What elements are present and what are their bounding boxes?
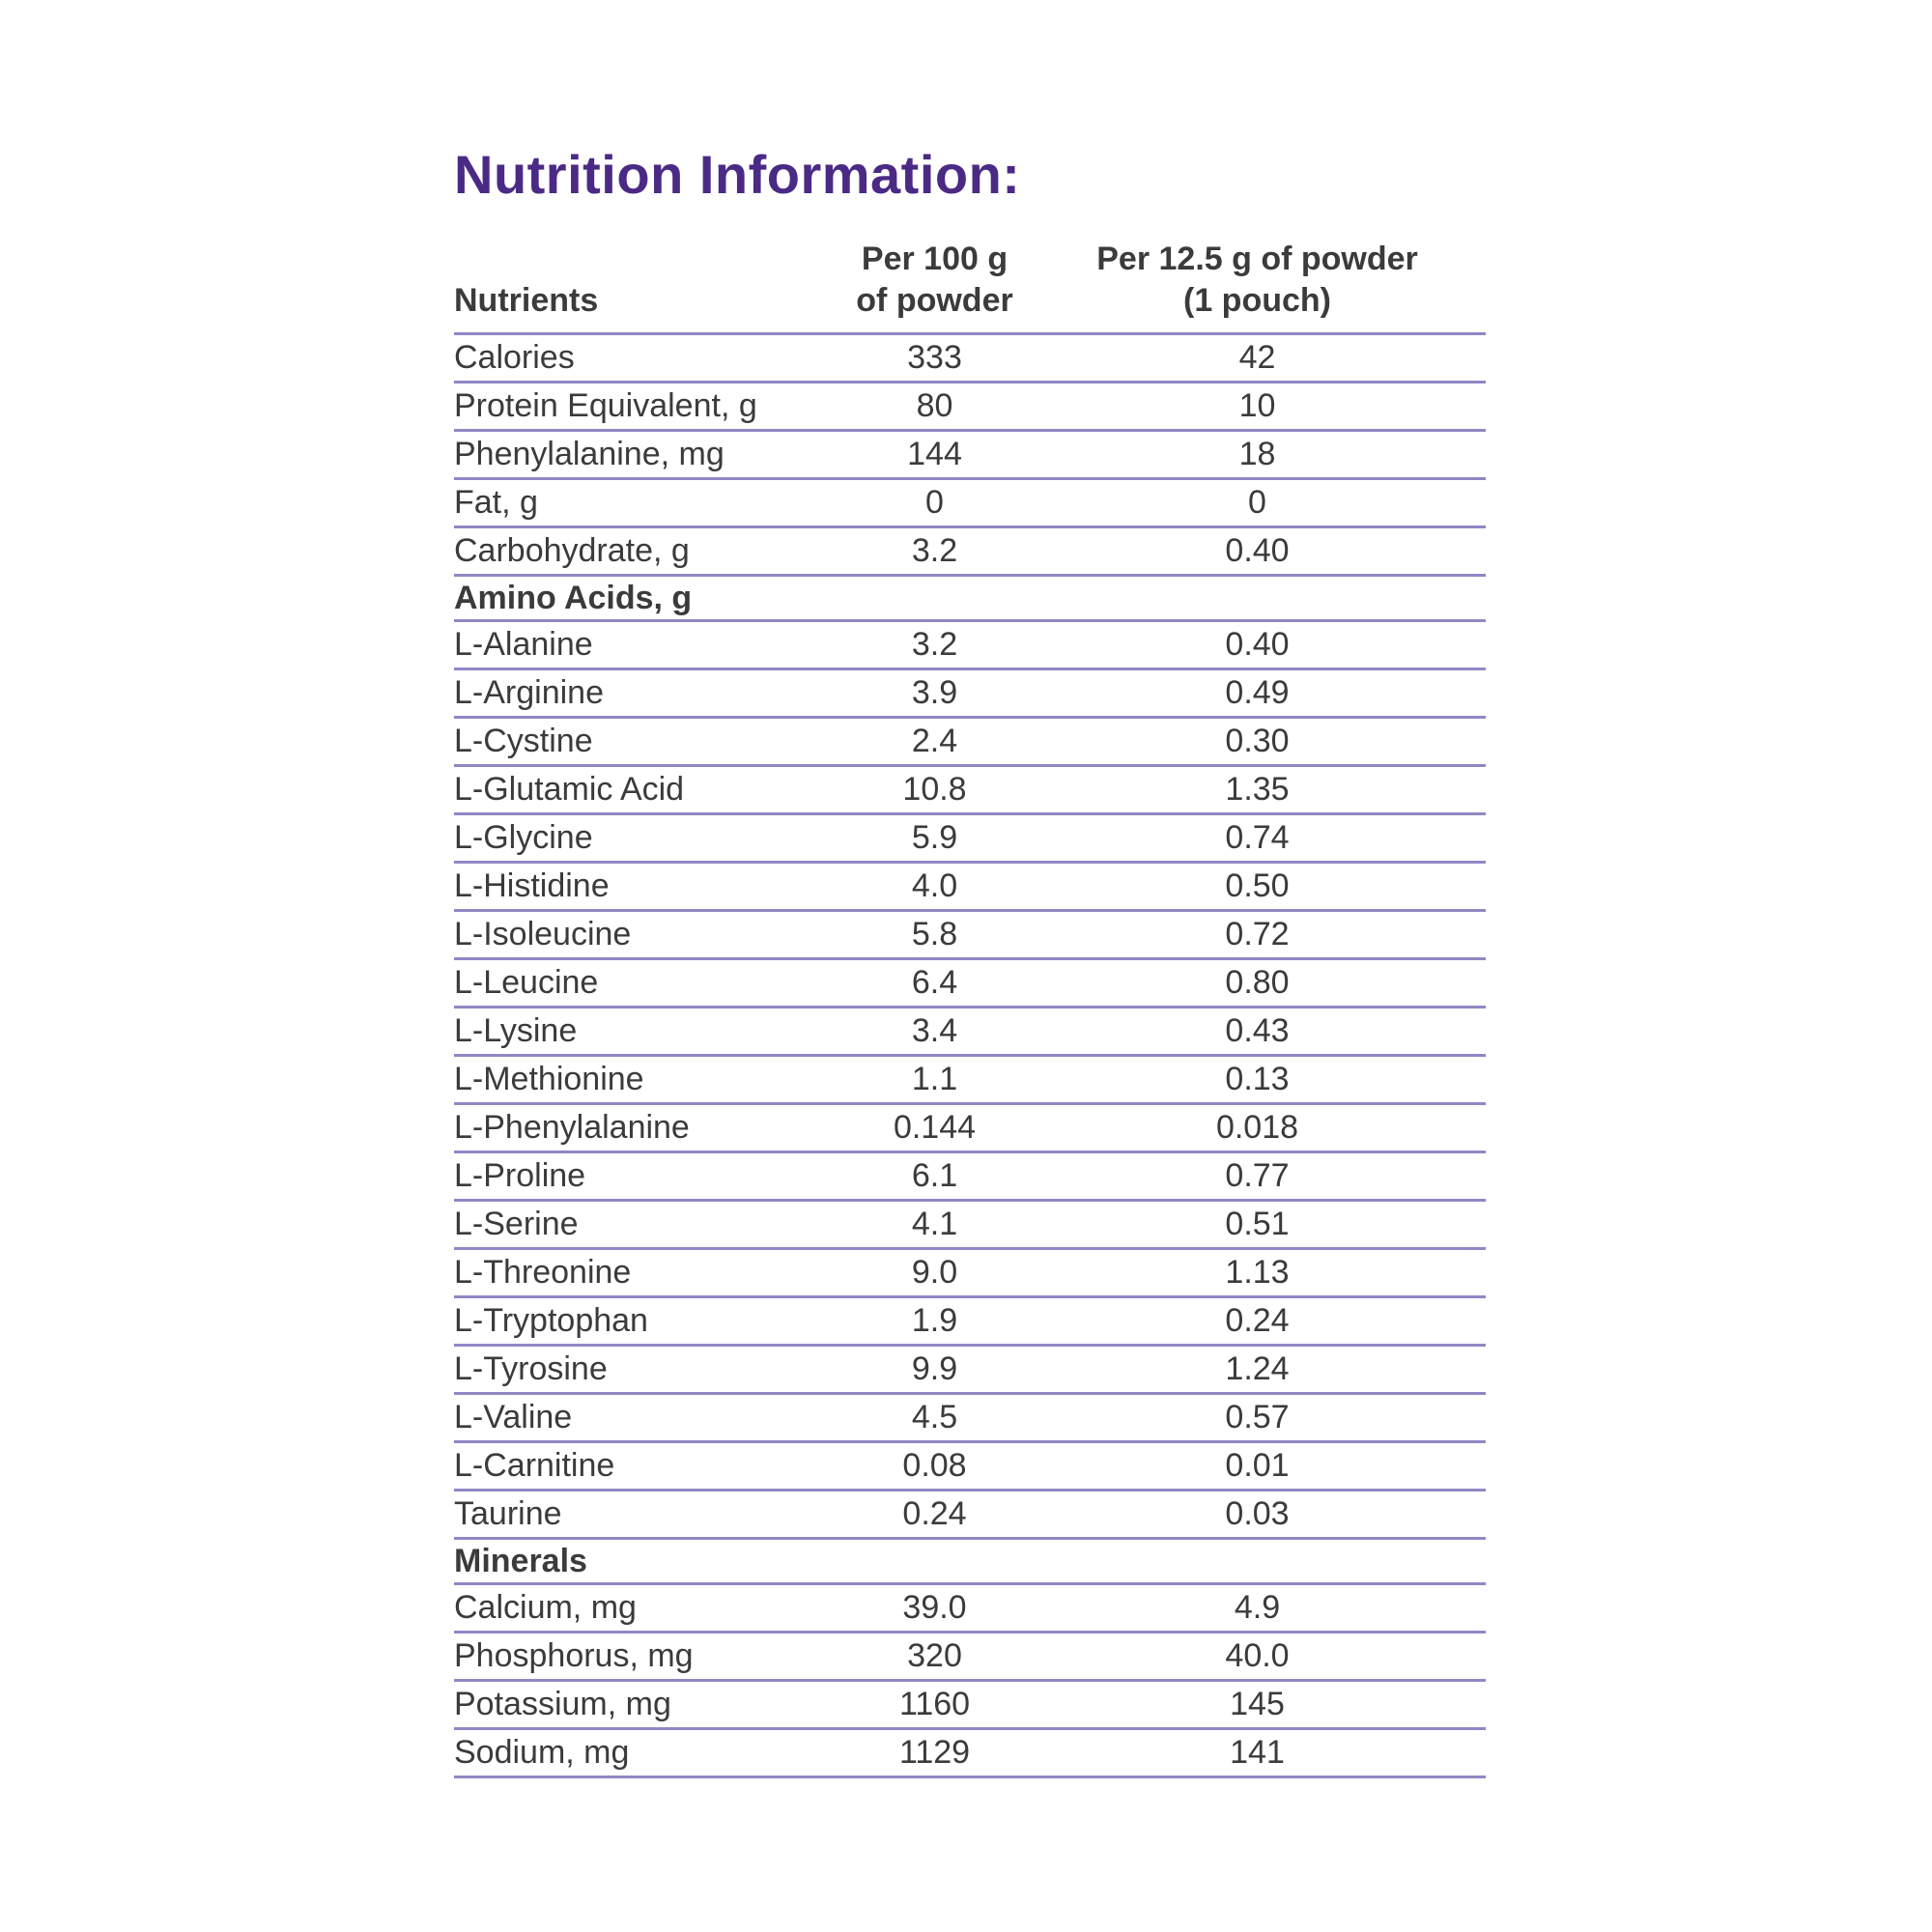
per-100g-value: 0.08 [902, 1447, 967, 1484]
nutrient-label: L-Tryptophan [454, 1302, 648, 1339]
table-row [454, 1009, 1486, 1057]
table-row [454, 815, 1486, 864]
per-pouch-value: 0.018 [1215, 1109, 1299, 1146]
per-100g-value: 3.4 [911, 1012, 958, 1049]
per-pouch-value: 40.0 [1225, 1637, 1290, 1674]
table-row [454, 528, 1486, 577]
per-100g-value: 3.2 [911, 532, 958, 569]
column-header-per-pouch-line2: (1 pouch) [1183, 281, 1331, 319]
per-100g-value: 2.4 [911, 723, 958, 759]
nutrient-label: L-Proline [454, 1157, 586, 1194]
per-100g-value: 5.9 [911, 819, 958, 856]
per-pouch-value: 0.72 [1225, 916, 1290, 952]
table-row [454, 384, 1486, 432]
per-pouch-value: 0.43 [1225, 1012, 1290, 1049]
per-100g-value: 1.9 [911, 1302, 958, 1339]
per-pouch-value: 0.13 [1225, 1061, 1290, 1097]
nutrient-label: L-Arginine [454, 674, 604, 711]
table-row [454, 1250, 1486, 1298]
table-row [454, 1202, 1486, 1250]
nutrient-label: L-Isoleucine [454, 916, 632, 952]
table-row [454, 1347, 1486, 1395]
section-row [454, 577, 1486, 622]
per-100g-value: 0.144 [893, 1109, 977, 1146]
per-100g-value: 1.1 [911, 1061, 958, 1097]
nutrient-label: L-Glutamic Acid [454, 771, 685, 808]
column-header-per-100g-line2: of powder [856, 281, 1013, 319]
per-pouch-value: 1.24 [1225, 1350, 1290, 1387]
table-row [454, 480, 1486, 528]
per-100g-value: 6.1 [911, 1157, 958, 1194]
section-row [454, 1540, 1486, 1585]
column-header-per-100g [840, 239, 1029, 321]
per-100g-value: 3.9 [911, 674, 958, 711]
per-100g-value: 0 [925, 484, 944, 521]
column-header-per-pouch [1029, 239, 1486, 321]
nutrient-label: Sodium, mg [454, 1734, 630, 1771]
table-row [454, 432, 1486, 480]
table-row [454, 960, 1486, 1009]
nutrient-label: Calcium, mg [454, 1589, 637, 1626]
section-label: Amino Acids, g [454, 579, 693, 616]
table-row [454, 1153, 1486, 1202]
table-row [454, 1395, 1486, 1443]
per-100g-value: 3.2 [911, 626, 958, 663]
nutrient-label: Phenylalanine, mg [454, 436, 724, 472]
nutrient-label: L-Tyrosine [454, 1350, 608, 1387]
per-100g-value: 9.0 [911, 1254, 958, 1291]
nutrient-label: L-Methionine [454, 1061, 644, 1097]
per-100g-value: 4.1 [911, 1206, 958, 1242]
nutrient-label: L-Lysine [454, 1012, 578, 1049]
nutrient-label: L-Phenylalanine [454, 1109, 690, 1146]
per-pouch-value: 0.77 [1225, 1157, 1290, 1194]
table-row [454, 1105, 1486, 1153]
table-row [454, 1585, 1486, 1634]
nutrition-panel [454, 143, 1486, 1778]
section-label: Minerals [454, 1542, 587, 1579]
per-100g-value: 39.0 [902, 1589, 967, 1626]
per-pouch-value: 4.9 [1234, 1589, 1281, 1626]
per-100g-value: 320 [907, 1637, 962, 1674]
per-100g-value: 10.8 [902, 771, 967, 808]
nutrient-label: Carbohydrate, g [454, 532, 690, 569]
per-pouch-value: 0.57 [1225, 1399, 1290, 1435]
table-row [454, 864, 1486, 912]
per-pouch-value: 145 [1230, 1686, 1285, 1722]
nutrient-label: L-Valine [454, 1399, 573, 1435]
table-row [454, 670, 1486, 719]
per-100g-value: 4.0 [911, 867, 958, 904]
per-pouch-value: 0.40 [1225, 626, 1290, 663]
per-pouch-value: 0.24 [1225, 1302, 1290, 1339]
per-100g-value: 80 [916, 387, 953, 424]
table-row [454, 767, 1486, 815]
column-header-per-100g-line1: Per 100 g [861, 241, 1009, 277]
page-title: Nutrition Information: [454, 144, 1021, 205]
nutrient-label: L-Leucine [454, 964, 599, 1001]
per-100g-value: 9.9 [911, 1350, 958, 1387]
per-100g-value: 144 [907, 436, 962, 472]
per-pouch-value: 1.35 [1225, 771, 1290, 808]
per-pouch-value: 0.49 [1225, 674, 1290, 711]
nutrient-label: L-Cystine [454, 723, 593, 759]
per-pouch-value: 0.30 [1225, 723, 1290, 759]
table-row [454, 1298, 1486, 1347]
nutrient-label: L-Carnitine [454, 1447, 615, 1484]
column-header-per-pouch-line1: Per 12.5 g of powder [1096, 241, 1418, 277]
nutrient-label: L-Glycine [454, 819, 593, 856]
table-row [454, 1730, 1486, 1778]
per-pouch-value: 0.51 [1225, 1206, 1290, 1242]
table-row [454, 335, 1486, 384]
table-row [454, 1634, 1486, 1682]
per-100g-value: 333 [907, 339, 962, 376]
per-pouch-value: 0.01 [1225, 1447, 1290, 1484]
per-pouch-value: 141 [1230, 1734, 1285, 1771]
table-row [454, 1492, 1486, 1540]
per-pouch-value: 1.13 [1225, 1254, 1290, 1291]
table-row [454, 912, 1486, 960]
per-pouch-value: 0.74 [1225, 819, 1290, 856]
nutrient-label: Calories [454, 339, 575, 376]
per-pouch-value: 0.50 [1225, 867, 1290, 904]
per-pouch-value: 18 [1238, 436, 1276, 472]
table-row [454, 1443, 1486, 1492]
per-100g-value: 4.5 [911, 1399, 958, 1435]
per-100g-value: 6.4 [911, 964, 958, 1001]
per-100g-value: 1129 [898, 1734, 971, 1771]
per-pouch-value: 42 [1238, 339, 1276, 376]
nutrition-table [454, 239, 1486, 1778]
per-100g-value: 5.8 [911, 916, 958, 952]
table-row [454, 1057, 1486, 1105]
per-pouch-value: 0.03 [1225, 1495, 1290, 1532]
nutrient-label: L-Histidine [454, 867, 610, 904]
table-row [454, 622, 1486, 670]
per-100g-value: 1160 [898, 1686, 971, 1722]
nutrient-label: L-Alanine [454, 626, 593, 663]
nutrient-label: Taurine [454, 1495, 562, 1532]
nutrient-label: Potassium, mg [454, 1686, 671, 1722]
table-row [454, 1682, 1486, 1730]
table-row [454, 719, 1486, 767]
table-body [454, 335, 1486, 1778]
per-pouch-value: 0 [1248, 484, 1266, 521]
per-pouch-value: 0.40 [1225, 532, 1290, 569]
per-pouch-value: 10 [1238, 387, 1276, 424]
table-header-row [454, 239, 1486, 335]
nutrient-label: L-Threonine [454, 1254, 632, 1291]
column-header-nutrients: Nutrients [454, 281, 599, 319]
nutrient-label: Protein Equivalent, g [454, 387, 757, 424]
per-100g-value: 0.24 [902, 1495, 967, 1532]
nutrient-label: L-Serine [454, 1206, 579, 1242]
nutrient-label: Phosphorus, mg [454, 1637, 694, 1674]
per-pouch-value: 0.80 [1225, 964, 1290, 1001]
nutrient-label: Fat, g [454, 484, 538, 521]
